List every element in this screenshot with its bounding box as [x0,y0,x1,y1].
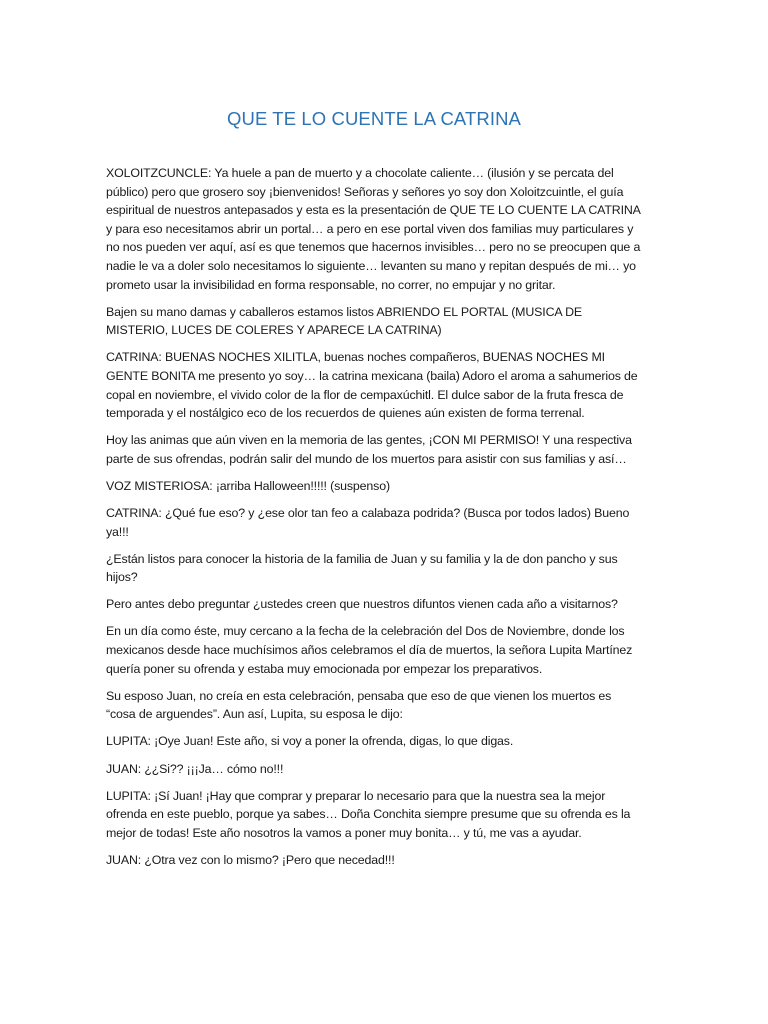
paragraph: ¿Están listos para conocer la historia de la familia de Juan y su familia y la de don pancho y sus hijos? [106,551,618,585]
document-title: QUE TE LO CUENTE LA CATRINA [227,108,521,129]
paragraph: JUAN: ¿¿Si?? ¡¡¡Ja… cómo no!!! [106,761,284,776]
paragraph: CATRINA: ¿Qué fue eso? y ¿ese olor tan feo a calabaza podrida? (Busca por todos lados) Bueno ya!!! [106,506,630,539]
paragraph: Pero antes debo preguntar ¿ustedes creen que nuestros difuntos vienen cada año a visitarnos? [106,597,618,612]
document-body [106,164,642,870]
paragraph: LUPITA: ¡Oye Juan! Este año, si voy a poner la ofrenda, digas, lo que digas. [106,734,514,749]
paragraph: JUAN: ¿Otra vez con lo mismo? ¡Pero que necedad!!! [106,852,395,867]
paragraph: Bajen su mano damas y caballeros estamos listos ABRIENDO EL PORTAL (MUSICA DE MISTERIO, LUCES DE COLERES Y APARECE LA CATRINA) [106,304,582,338]
paragraph: Su esposo Juan, no creía en esta celebración, pensaba que eso de que vienen los muertos es “cosa de arguendes”. Aun así, Lupita, su esposa le dijo: [106,688,612,722]
paragraph: VOZ MISTERIOSA: ¡arriba Halloween!!!!! (suspenso) [106,478,390,493]
paragraph: XOLOITZCUNCLE: Ya huele a pan de muerto y a chocolate caliente… (ilusión y se percata del público) pero que grosero soy ¡bienvenidos! Señoras y señores yo soy don Xoloitzcuintle, el guía espiritual de nuestros antepasados y esta es la presentación de QUE TE LO CUENTE LA CATRINA y para eso necesitamos abrir un portal… a pero en ese portal viven dos familias muy particulares y no nos pueden ver aquí, así es que tenemos que hacernos invisibles… pero no se preocupen que a nadie le va a doler solo necesitamos lo siguiente… levanten su mano y repitan después de mi… yo prometo usar la invisibilidad en forma responsable, no correr, no empujar y no gritar. [106,166,641,292]
paragraph: Hoy las animas que aún viven en la memoria de las gentes, ¡CON MI PERMISO! Y una respectiva parte de sus ofrendas, podrán salir del mundo de los muertos para asistir con sus familias y así… [106,433,632,466]
paragraph: LUPITA: ¡Sí Juan! ¡Hay que comprar y preparar lo necesario para que la nuestra sea la mejor ofrenda en este pueblo, porque ya sabes… Doña Conchita siempre presume que su ofrenda es la mejor de todas! Este año nosotros la vamos a poner muy bonita… y tú, me vas a ayudar. [106,788,631,840]
paragraph: CATRINA: BUENAS NOCHES XILITLA, buenas noches compañeros, BUENAS NOCHES MI GENTE BONITA me presento yo soy… la catrina mexicana (baila) Adoro el aroma a sahumerios de copal en noviembre, el vivido color de la flor de cempaxúchitl. El dulce sabor de la fruta fresca de temporada y el nostálgico eco de los recuerdos de quienes aún existen de forma terrenal. [106,350,638,421]
paragraph: En un día como éste, muy cercano a la fecha de la celebración del Dos de Noviembre, donde los mexicanos desde hace muchísimos años celebramos el día de muertos, la señora Lupita Martínez quería poner su ofrenda y estaba muy emocionada por empezar los preparativos. [106,624,633,676]
